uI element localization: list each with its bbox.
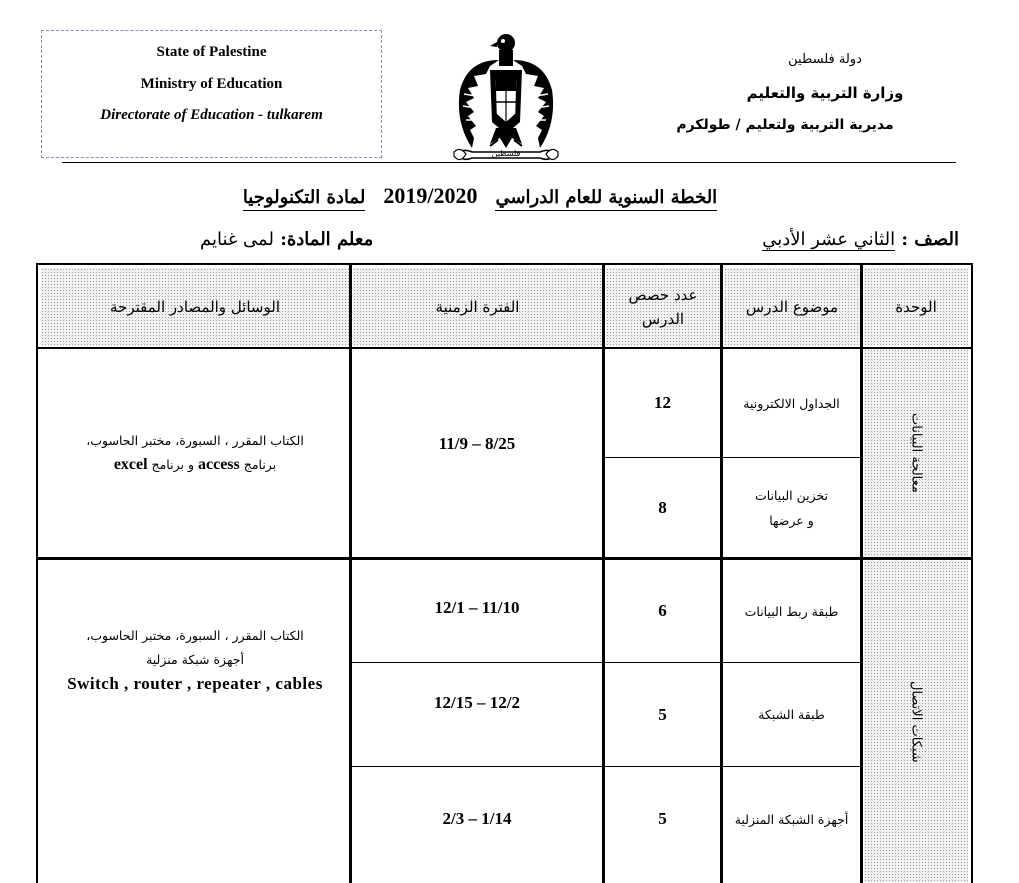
sessions-lesson3 [605, 560, 720, 662]
period-lesson5 [352, 767, 602, 871]
english-header-box [41, 30, 382, 158]
english-state-name: State of Palestine [156, 44, 267, 60]
arabic-directorate-name: مديرية التربية ولتعليم / طولكرم [676, 117, 894, 133]
resources-unit1-ar2: برنامج [243, 457, 277, 472]
topic-lesson4-label: طبقة الشبكة [758, 707, 825, 722]
resources-unit2-line3: Switch , router , repeater , cables [67, 674, 323, 693]
period-lesson4-value: 12/15 – 12/2 [434, 692, 520, 712]
col-sep-4 [860, 263, 863, 883]
arabic-ministry-name: وزارة التربية والتعليم [746, 84, 904, 102]
title-year: 2019/2020 [383, 183, 478, 208]
header-topic [724, 268, 860, 345]
sessions-lesson1-value: 12 [654, 393, 671, 412]
sessions-lesson2-value: 8 [658, 497, 667, 517]
teacher-line [200, 229, 373, 250]
unit-name-data-processing: معالجة البيانات [908, 413, 924, 493]
table-top-border [36, 263, 973, 265]
period-unit1-value: 11/9 – 8/25 [438, 434, 516, 453]
header-sessions [606, 268, 720, 345]
topic-lesson3-label: طبقة ربط البيانات [744, 603, 839, 619]
table-right-border [971, 263, 973, 883]
header-sessions-label: عدد حصص الدرس [628, 285, 698, 328]
resources-unit1-en2: access [198, 456, 240, 473]
unit-cell-data-processing [864, 349, 968, 557]
topic-lesson2-label: تخزين البيانات و عرضها [754, 487, 829, 528]
header-divider [62, 162, 956, 163]
document-title [200, 183, 760, 209]
grade-value: الثاني عشر الأدبي [762, 229, 896, 250]
annual-plan-table [36, 263, 973, 883]
resources-unit1-mid: و [187, 457, 195, 472]
header-unit-label: الوحدة [895, 297, 937, 316]
teacher-value: لمى غنايم [200, 229, 274, 250]
palestine-eagle-emblem-icon [450, 30, 562, 170]
resources-unit1-ar1: برنامج [151, 457, 184, 472]
topic-lesson2 [723, 458, 860, 557]
resources-unit1 [41, 349, 349, 557]
grade-label: الصف : [901, 229, 959, 250]
period-lesson4 [352, 663, 602, 766]
teacher-label: معلم المادة: [280, 229, 374, 250]
table-left-border [36, 263, 38, 883]
sessions-lesson5 [605, 767, 720, 871]
topic-lesson5-label: أجهزة الشبكة المنزلية [734, 811, 849, 827]
title-prefix: الخطة السنوية للعام الدراسي [495, 187, 717, 211]
topic-lesson3 [723, 560, 860, 662]
period-lesson3-value: 12/1 – 11/10 [434, 598, 520, 617]
resources-unit2-line2: أجهزة شبكة منزلية [146, 652, 244, 667]
english-ministry-name: Ministry of Education [140, 76, 283, 92]
sessions-lesson4-value: 5 [658, 704, 667, 724]
sessions-lesson1 [605, 349, 720, 457]
emblem-caption: فلسطين [491, 149, 521, 158]
sessions-lesson3-value: 6 [658, 601, 667, 620]
period-unit1 [352, 349, 602, 557]
resources-unit1-en1: excel [113, 456, 148, 473]
arabic-state-name: دولة فلسطين [788, 52, 862, 67]
english-directorate-name: Directorate of Education - tulkarem [100, 107, 323, 123]
header-resources [41, 268, 349, 345]
sessions-lesson5-value: 5 [658, 809, 667, 828]
grade-line [762, 229, 959, 250]
topic-lesson5 [723, 767, 860, 871]
resources-unit2 [41, 560, 349, 760]
topic-lesson1 [723, 349, 860, 457]
header-period [353, 268, 602, 345]
topic-lesson4 [723, 663, 860, 766]
unit-cell-networks [864, 561, 968, 883]
title-suffix: لمادة التكنولوجيا [243, 187, 366, 211]
header-period-label: الفترة الزمنية [435, 297, 520, 316]
unit-name-networks: شبكات الاتصال [908, 681, 924, 763]
sessions-lesson4 [605, 663, 720, 766]
resources-unit1-line2 [86, 453, 304, 477]
resources-unit2-line1: الكتاب المقرر ، السبورة، مختبر الحاسوب، [86, 628, 304, 643]
sessions-lesson2 [605, 458, 720, 557]
period-lesson5-value: 2/3 – 1/14 [442, 809, 512, 828]
period-lesson3 [352, 560, 602, 662]
header-resources-label: الوسائل والمصادر المقترحة [110, 297, 280, 316]
header-topic-label: موضوع الدرس [745, 297, 839, 316]
topic-lesson1-label: الجداول الالكترونية [743, 395, 840, 411]
resources-unit1-line1: الكتاب المقرر ، السبورة، مختبر الحاسوب، [86, 433, 304, 448]
header-unit [864, 268, 968, 345]
